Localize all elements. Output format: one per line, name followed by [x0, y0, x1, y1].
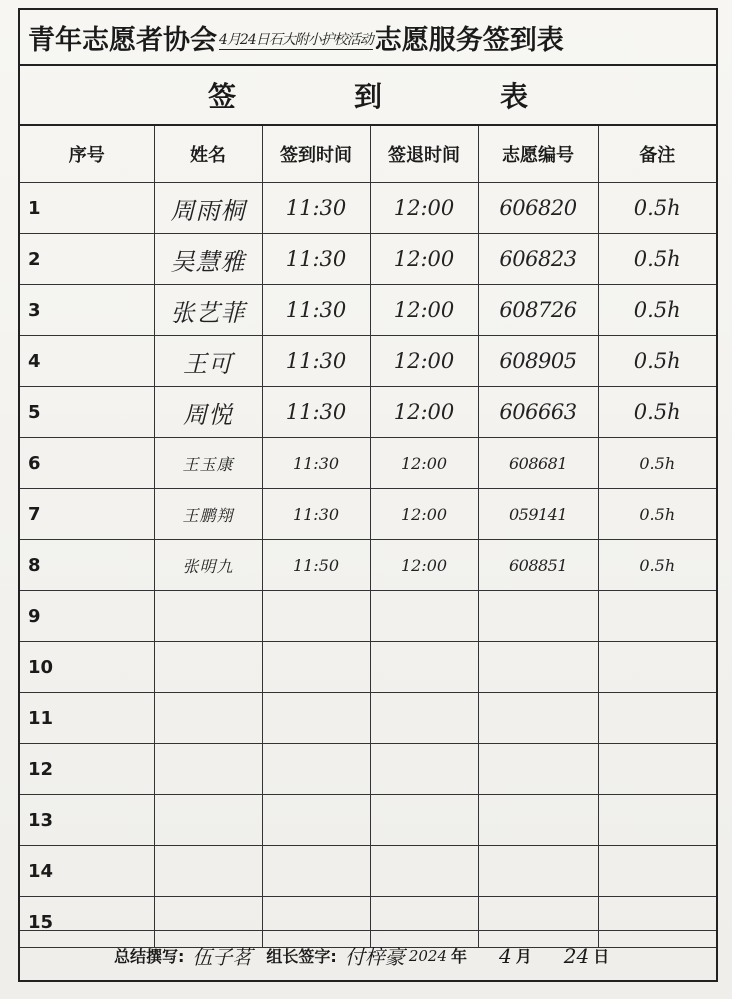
title-form-name: 志愿服务签到表: [374, 24, 564, 56]
sheet-footer: [20, 930, 716, 980]
team-leader-label: 组长签字:: [266, 947, 337, 966]
column-header-sign-out-time: 签退时间: [370, 126, 478, 183]
volunteer-name: 王可: [154, 336, 262, 387]
sign-in-table: [20, 126, 716, 948]
volunteer-id: 059141: [478, 489, 598, 540]
row-number: 13: [20, 795, 154, 846]
sign-out-time: [370, 846, 478, 897]
sign-out-time: [370, 795, 478, 846]
sign-out-time: [370, 744, 478, 795]
title-event-handwritten: 4月24日石大附小护校活动: [219, 29, 373, 50]
volunteer-id: 606823: [478, 234, 598, 285]
sign-in-sheet: [18, 8, 718, 982]
sign-in-time: 11:30: [262, 336, 370, 387]
sign-in-time: 11:30: [262, 183, 370, 234]
row-number: 3: [20, 285, 154, 336]
table-row: [20, 234, 716, 285]
volunteer-id: [478, 795, 598, 846]
volunteer-name: 张艺菲: [154, 285, 262, 336]
sign-out-time: 12:00: [370, 438, 478, 489]
column-header-sign-in-time: 签到时间: [262, 126, 370, 183]
sign-out-time: 12:00: [370, 387, 478, 438]
note: [598, 744, 716, 795]
row-number: 6: [20, 438, 154, 489]
column-header-note: 备注: [598, 126, 716, 183]
table-row: [20, 183, 716, 234]
table-row: [20, 387, 716, 438]
note: [598, 795, 716, 846]
volunteer-name: 周雨桐: [154, 183, 262, 234]
sign-out-time: 12:00: [370, 183, 478, 234]
sign-in-time: 11:50: [262, 540, 370, 591]
note: [598, 591, 716, 642]
title-organization: 青年志愿者协会: [28, 24, 217, 56]
volunteer-id: 606820: [478, 183, 598, 234]
volunteer-id: 608851: [478, 540, 598, 591]
note: 0.5h: [598, 234, 716, 285]
note: 0.5h: [598, 438, 716, 489]
note: 0.5h: [598, 489, 716, 540]
note: [598, 693, 716, 744]
row-number: 15: [20, 897, 154, 948]
volunteer-name: 王玉康: [154, 438, 262, 489]
table-row: [20, 489, 716, 540]
table-row: [20, 642, 716, 693]
volunteer-name: [154, 795, 262, 846]
volunteer-name: 吴慧雅: [154, 234, 262, 285]
row-number: 12: [20, 744, 154, 795]
sheet-header: [20, 66, 716, 126]
sign-in-time: 11:30: [262, 234, 370, 285]
sign-out-time: 12:00: [370, 234, 478, 285]
volunteer-id: [478, 642, 598, 693]
sheet-header-text: 签到表: [207, 80, 646, 113]
sign-in-time: 11:30: [262, 489, 370, 540]
sign-in-time: 11:30: [262, 285, 370, 336]
sign-in-time: 11:30: [262, 387, 370, 438]
volunteer-id: [478, 693, 598, 744]
table-header-row: [20, 126, 716, 183]
table-row: [20, 744, 716, 795]
date-month-unit: 月: [515, 947, 532, 966]
row-number: 5: [20, 387, 154, 438]
sign-in-time: [262, 744, 370, 795]
sign-out-time: [370, 591, 478, 642]
table-row: [20, 336, 716, 387]
volunteer-name: 张明九: [154, 540, 262, 591]
volunteer-id: 608905: [478, 336, 598, 387]
row-number: 7: [20, 489, 154, 540]
note: 0.5h: [598, 387, 716, 438]
summary-writer-signature: 伍子茗: [192, 945, 253, 969]
row-number: 14: [20, 846, 154, 897]
column-header-volunteer-id: 志愿编号: [478, 126, 598, 183]
note: [598, 846, 716, 897]
table-row: [20, 285, 716, 336]
table-row: [20, 693, 716, 744]
sheet-title: [20, 10, 716, 66]
date-day: 24: [563, 943, 590, 968]
row-number: 9: [20, 591, 154, 642]
date-day-unit: 日: [593, 947, 610, 966]
table-row: [20, 438, 716, 489]
row-number: 2: [20, 234, 154, 285]
table-row: [20, 540, 716, 591]
column-header-name: 姓名: [154, 126, 262, 183]
note: 0.5h: [598, 183, 716, 234]
summary-writer-label: 总结撰写:: [114, 947, 185, 966]
volunteer-id: [478, 591, 598, 642]
row-number: 4: [20, 336, 154, 387]
volunteer-name: 周悦: [154, 387, 262, 438]
note: 0.5h: [598, 336, 716, 387]
sign-in-time: [262, 693, 370, 744]
volunteer-id: 608681: [478, 438, 598, 489]
table-row: [20, 795, 716, 846]
volunteer-id: [478, 846, 598, 897]
volunteer-name: [154, 591, 262, 642]
volunteer-id: 606663: [478, 387, 598, 438]
note: [598, 642, 716, 693]
sign-in-time: [262, 846, 370, 897]
sign-out-time: 12:00: [370, 285, 478, 336]
sign-in-time: 11:30: [262, 438, 370, 489]
date-month: 4: [499, 943, 512, 968]
sign-in-time: [262, 642, 370, 693]
sign-out-time: 12:00: [370, 336, 478, 387]
table-row: [20, 846, 716, 897]
date-year-unit: 年: [451, 947, 468, 966]
volunteer-name: [154, 642, 262, 693]
volunteer-name: [154, 846, 262, 897]
sign-in-time: [262, 591, 370, 642]
row-number: 8: [20, 540, 154, 591]
column-header-no: 序号: [20, 126, 154, 183]
volunteer-name: [154, 744, 262, 795]
sign-out-time: 12:00: [370, 489, 478, 540]
note: 0.5h: [598, 285, 716, 336]
sign-out-time: [370, 693, 478, 744]
sign-in-time: [262, 795, 370, 846]
row-number: 10: [20, 642, 154, 693]
team-leader-signature: 付梓豪: [344, 945, 405, 969]
volunteer-id: [478, 744, 598, 795]
sign-out-time: [370, 642, 478, 693]
note: 0.5h: [598, 540, 716, 591]
row-number: 1: [20, 183, 154, 234]
date-year: 2024: [408, 946, 447, 965]
volunteer-id: 608726: [478, 285, 598, 336]
row-number: 11: [20, 693, 154, 744]
volunteer-name: [154, 693, 262, 744]
volunteer-name: 王鹏翔: [154, 489, 262, 540]
sign-out-time: 12:00: [370, 540, 478, 591]
table-row: [20, 591, 716, 642]
